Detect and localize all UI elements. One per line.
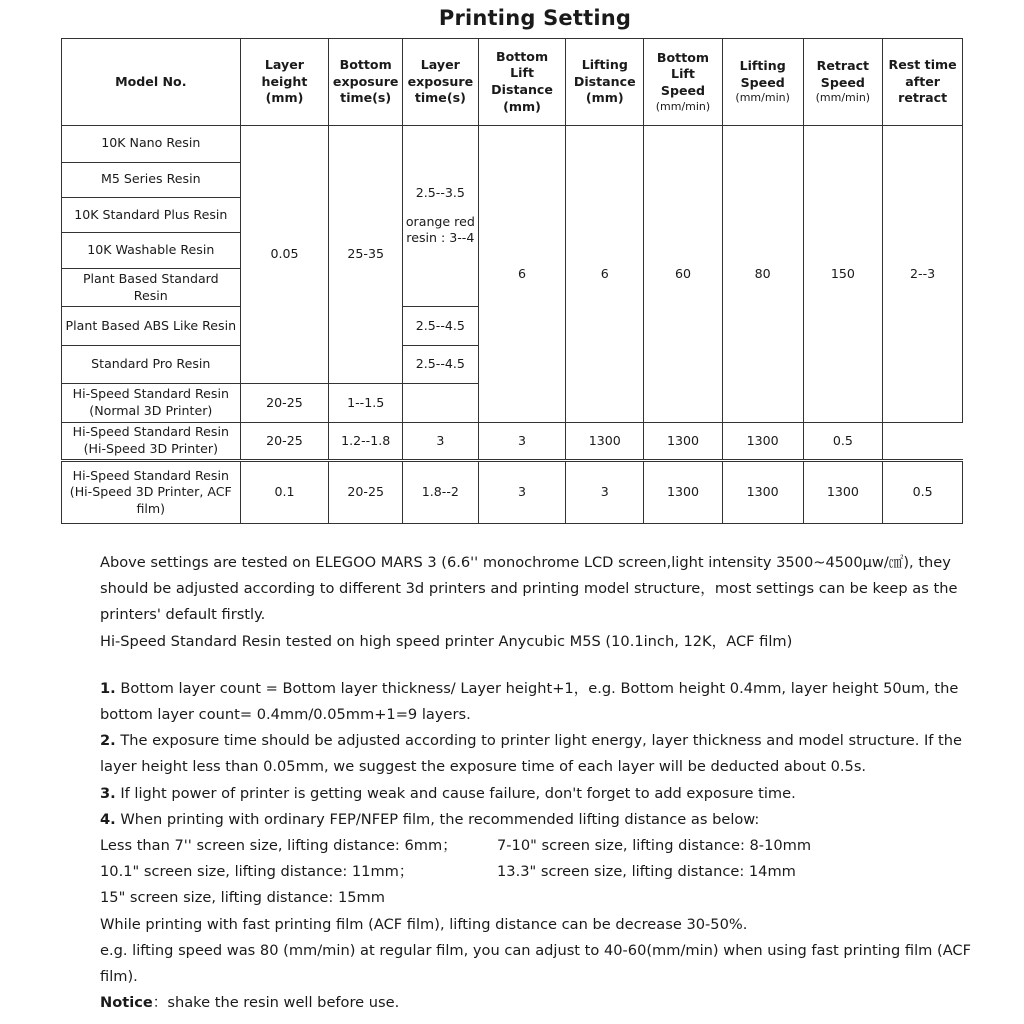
layer-exposure-cell: 1.2--1.8 xyxy=(329,422,403,460)
screen-size-text: Less than 7'' screen size, lifting distance: 6mm； xyxy=(100,837,457,855)
header-rest-time: Rest time after retract xyxy=(883,39,963,126)
lifting-speed-cell: 80 xyxy=(722,126,803,423)
retract-speed-cell: 1300 xyxy=(722,422,803,460)
table-row xyxy=(62,461,963,524)
notes-section xyxy=(100,550,980,1016)
note-text: When printing with ordinary FEP/NFEP film, the recommended lifting distance as below: xyxy=(115,810,760,828)
bottom-lift-distance-cell: 3 xyxy=(403,422,479,460)
note-item xyxy=(100,676,980,728)
header-layer-exposure: Layer exposure time(s) xyxy=(403,39,479,126)
rest-time-cell: 2--3 xyxy=(883,126,963,423)
model-cell: 10K Nano Resin xyxy=(62,126,241,162)
header-retract-speed: Retract Speed (mm/min) xyxy=(803,39,883,126)
note-text: If light power of printer is getting weak and cause failure, don't forget to add exposure time. xyxy=(115,784,796,802)
lifting-distance-cell: 3 xyxy=(566,461,644,524)
bottom-lift-speed-cell: 60 xyxy=(644,126,723,423)
model-cell: Plant Based ABS Like Resin xyxy=(62,307,241,345)
bottom-lift-speed-cell: 1300 xyxy=(566,422,644,460)
note-item xyxy=(100,728,980,780)
acf-note: While printing with fast printing film (ACF film), lifting distance can be decrease 30-50%. xyxy=(100,915,748,933)
layer-exposure-cell: 2.5--4.5 xyxy=(403,307,479,345)
model-cell: 10K Standard Plus Resin xyxy=(62,197,241,232)
note-number: 2. xyxy=(100,732,116,750)
lifting-distance-cell: 6 xyxy=(566,126,644,423)
table-row xyxy=(62,126,963,162)
screen-size-text: 13.3" screen size, lifting distance: 14mm xyxy=(497,863,796,881)
header-lifting-speed: Lifting Speed (mm/min) xyxy=(722,39,803,126)
screen-size-text: 7-10" screen size, lifting distance: 8-10mm xyxy=(497,837,812,855)
note-text: Bottom layer count = Bottom layer thickness/ Layer height+1，e.g. Bottom height 0.4mm, layer height 50um, the bottom layer count= 0.4mm/0.05mm+1=9 layers. xyxy=(100,679,959,724)
table-row xyxy=(62,422,963,460)
bottom-lift-distance-cell: 6 xyxy=(478,126,566,423)
note-item xyxy=(100,807,980,833)
lifting-speed-cell: 1300 xyxy=(644,422,723,460)
layer-exposure-cell: 1.8--2 xyxy=(403,461,479,524)
model-cell: Hi-Speed Standard Resin (Normal 3D Printer) xyxy=(62,384,241,422)
screen-size-row xyxy=(100,833,980,859)
layer-exposure-cell: 2.5--3.5 orange red resin : 3--4 xyxy=(403,126,479,307)
model-cell: Hi-Speed Standard Resin (Hi-Speed 3D Printer, ACF film) xyxy=(62,461,241,524)
screen-size-text: 15" screen size, lifting distance: 15mm xyxy=(100,889,385,907)
header-bottom-lift-distance: Bottom Lift Distance (mm) xyxy=(478,39,566,126)
note-number: 4. xyxy=(100,810,116,828)
bottom-lift-distance-cell: 3 xyxy=(478,461,566,524)
intro-paragraph: Above settings are tested on ELEGOO MARS 3 (6.6'' monochrome LCD screen,light intensity 3500~4500μw/㎠), they should be adjusted according to different 3d printers and printing model structure，most settings can be keep as the printers' default firstly. xyxy=(100,554,958,624)
screen-size-row xyxy=(100,859,980,885)
lifting-distance-cell: 3 xyxy=(478,422,566,460)
printing-settings-table xyxy=(61,38,963,524)
model-cell: Standard Pro Resin xyxy=(62,345,241,383)
header-bottom-lift-speed: Bottom Lift Speed (mm/min) xyxy=(644,39,723,126)
bottom-exposure-cell: 25-35 xyxy=(329,126,403,384)
note-item xyxy=(100,781,980,807)
layer-height-cell: 0.1 xyxy=(240,461,329,524)
screen-size-text: 10.1" screen size, lifting distance: 11mm； xyxy=(100,863,414,881)
header-model: Model No. xyxy=(62,39,241,126)
header-lifting-distance: Lifting Distance (mm) xyxy=(566,39,644,126)
layer-exposure-cell: 1--1.5 xyxy=(329,384,403,422)
retract-speed-cell: 150 xyxy=(803,126,883,423)
intro-paragraph: Hi-Speed Standard Resin tested on high speed printer Anycubic M5S (10.1inch, 12K，ACF film) xyxy=(100,632,793,650)
header-bottom-exposure: Bottom exposure time(s) xyxy=(329,39,403,126)
notice-label: Notice xyxy=(100,994,153,1012)
bottom-exposure-cell: 20-25 xyxy=(329,461,403,524)
note-number: 3. xyxy=(100,784,116,802)
model-cell: M5 Series Resin xyxy=(62,162,241,197)
layer-exposure-cell: 2.5--4.5 xyxy=(403,345,479,383)
layer-height-cell: 0.05 xyxy=(240,126,329,384)
rest-time-cell: 0.5 xyxy=(803,422,883,460)
header-row xyxy=(62,39,963,126)
header-layer-height: Layer height (mm) xyxy=(240,39,329,126)
notice xyxy=(100,990,980,1016)
model-cell: 10K Washable Resin xyxy=(62,233,241,268)
page-title: Printing Setting xyxy=(438,6,632,30)
model-cell: Plant Based Standard Resin xyxy=(62,268,241,306)
notice-text: ：shake the resin well before use. xyxy=(152,994,400,1012)
lifting-speed-cell: 1300 xyxy=(722,461,803,524)
rest-time-cell: 0.5 xyxy=(883,461,963,524)
speed-note: e.g. lifting speed was 80 (mm/min) at regular film, you can adjust to 40-60(mm/min) when using fast printing film (ACF film). xyxy=(100,941,972,986)
retract-speed-cell: 1300 xyxy=(803,461,883,524)
note-number: 1. xyxy=(100,679,116,697)
bottom-exposure-cell: 20-25 xyxy=(240,384,329,422)
model-cell: Hi-Speed Standard Resin (Hi-Speed 3D Printer) xyxy=(62,422,241,460)
bottom-exposure-cell: 20-25 xyxy=(240,422,329,460)
screen-size-row xyxy=(100,885,980,911)
note-text: The exposure time should be adjusted according to printer light energy, layer thickness and model structure. If the layer height less than 0.05mm, we suggest the exposure time of each layer will be deducted about 0.5s. xyxy=(100,732,962,776)
bottom-lift-speed-cell: 1300 xyxy=(644,461,723,524)
